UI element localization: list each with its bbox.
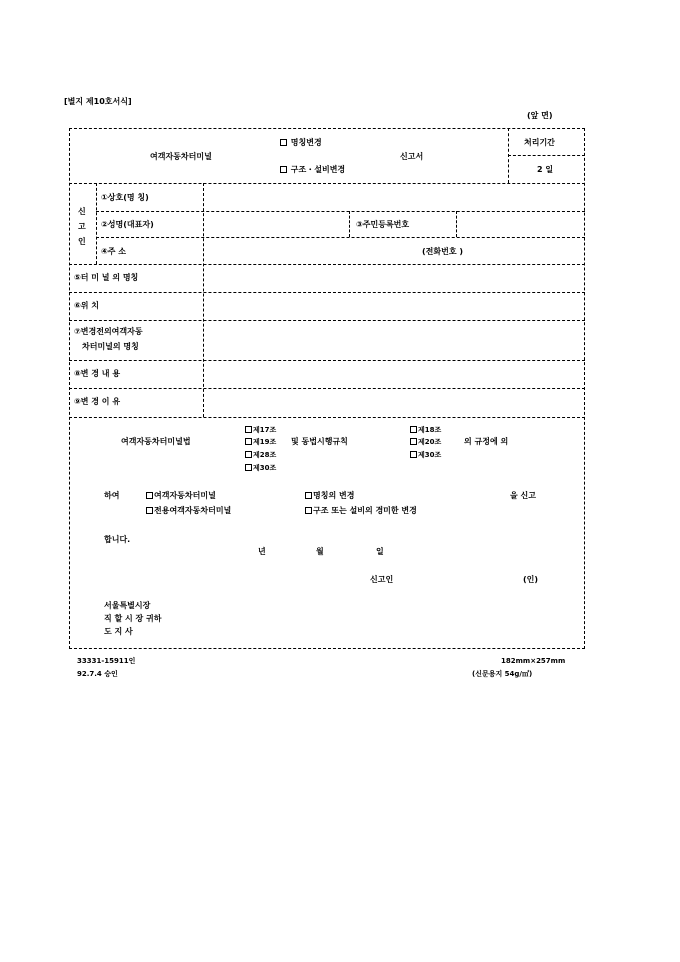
applicant-side-char-1: 신	[78, 207, 86, 216]
business-name-label: ①상호(명 칭)	[101, 193, 149, 202]
rule-of-text: 의 규정에 의	[464, 437, 509, 446]
article-28-option[interactable]: 제28조	[245, 451, 276, 459]
checkbox-icon	[146, 492, 153, 499]
checkbox-icon	[245, 438, 252, 445]
checkbox-icon	[146, 507, 153, 514]
title-option-name-change[interactable]: 명칭변경	[280, 139, 322, 147]
checkbox-icon	[280, 166, 287, 173]
addressee-city: 직 할 시 장 귀하	[104, 614, 162, 623]
address-label: ④주 소	[101, 247, 127, 256]
row-line-2	[96, 237, 585, 238]
processing-period-value: 2 일	[537, 165, 554, 174]
day-label: 일	[376, 547, 384, 556]
approval-date: 92.7.4 승인	[77, 670, 118, 678]
checkbox-icon	[305, 507, 312, 514]
checkbox-icon	[245, 426, 252, 433]
location-label: ⑥위 치	[74, 301, 100, 310]
article-17-option[interactable]: 제17조	[245, 426, 276, 434]
closing-text: 합니다.	[104, 535, 131, 544]
doing-text: 하여	[104, 491, 120, 500]
terminal-type-option[interactable]: 여객자동차터미널	[146, 492, 216, 500]
report-word: 을 신고	[510, 491, 536, 500]
applicant-side-char-3: 인	[78, 237, 86, 246]
row-line-4	[69, 292, 585, 293]
resident-number-label: ③주민등록번호	[356, 220, 410, 229]
id-divider-left	[349, 211, 350, 237]
form-code: 33331-15911인	[77, 657, 136, 665]
annex-label: [별지 제10호서식]	[64, 97, 132, 106]
article-18-option[interactable]: 제18조	[410, 426, 441, 434]
form-title-suffix: 신고서	[400, 152, 424, 161]
month-label: 월	[316, 547, 324, 556]
article-20-option[interactable]: 제20조	[410, 438, 441, 446]
checkbox-icon	[410, 451, 417, 458]
applicant-side-divider	[96, 183, 97, 264]
article-30-option-a[interactable]: 제30조	[245, 464, 276, 472]
phone-label: (전화번호 )	[422, 247, 464, 256]
page-side-label: (앞 면)	[527, 111, 553, 120]
row-line-7	[69, 388, 585, 389]
year-label: 년	[258, 547, 266, 556]
addressee-province: 도 지 사	[104, 627, 133, 636]
checkbox-icon	[245, 464, 252, 471]
title-option-structure-change[interactable]: 구조・설비변경	[280, 166, 345, 174]
checkbox-icon	[305, 492, 312, 499]
and-enforcement-rule: 및 동법시행규칙	[291, 437, 348, 446]
seal-label: (인)	[523, 575, 539, 584]
processing-period-label: 처리기간	[524, 138, 555, 147]
previous-name-label-line2: 차터미널의 명칭	[82, 342, 139, 351]
row-line-6	[69, 360, 585, 361]
title-bottom-line	[69, 183, 585, 184]
row-line-8	[69, 417, 585, 418]
name-change-option[interactable]: 명칭의 변경	[305, 492, 354, 500]
previous-name-label-line1: ⑦변경전의여객자동	[74, 327, 143, 336]
id-divider-right	[456, 211, 457, 237]
change-reason-label: ⑨변 경 이 유	[74, 397, 121, 406]
article-19-option[interactable]: 제19조	[245, 438, 276, 446]
paper-type: (신문용지 54g/㎡)	[472, 670, 533, 678]
checkbox-icon	[410, 438, 417, 445]
processing-mid-line	[508, 155, 585, 156]
row-line-3	[69, 264, 585, 265]
label-column-divider	[203, 183, 204, 417]
paper-size: 182mm×257mm	[501, 657, 566, 665]
checkbox-icon	[410, 426, 417, 433]
checkbox-icon	[245, 451, 252, 458]
applicant-side-char-2: 고	[78, 222, 86, 231]
reporter-label: 신고인	[370, 575, 394, 584]
change-content-label: ⑧변 경 내 용	[74, 369, 121, 378]
addressee-seoul: 서울특별시장	[104, 601, 151, 610]
form-title-main: 여객자동차터미널	[150, 152, 212, 161]
checkbox-icon	[280, 139, 287, 146]
law-name: 여객자동차터미널법	[121, 437, 191, 446]
representative-label: ②성명(대표자)	[101, 220, 154, 229]
row-line-1	[96, 211, 585, 212]
structure-change-option[interactable]: 구조 또는 설비의 경미한 변경	[305, 507, 417, 515]
article-30-option-b[interactable]: 제30조	[410, 451, 441, 459]
row-line-5	[69, 320, 585, 321]
exclusive-terminal-option[interactable]: 전용여객자동차터미널	[146, 507, 231, 515]
terminal-name-label: ⑤터 미 널 의 명칭	[74, 273, 139, 282]
